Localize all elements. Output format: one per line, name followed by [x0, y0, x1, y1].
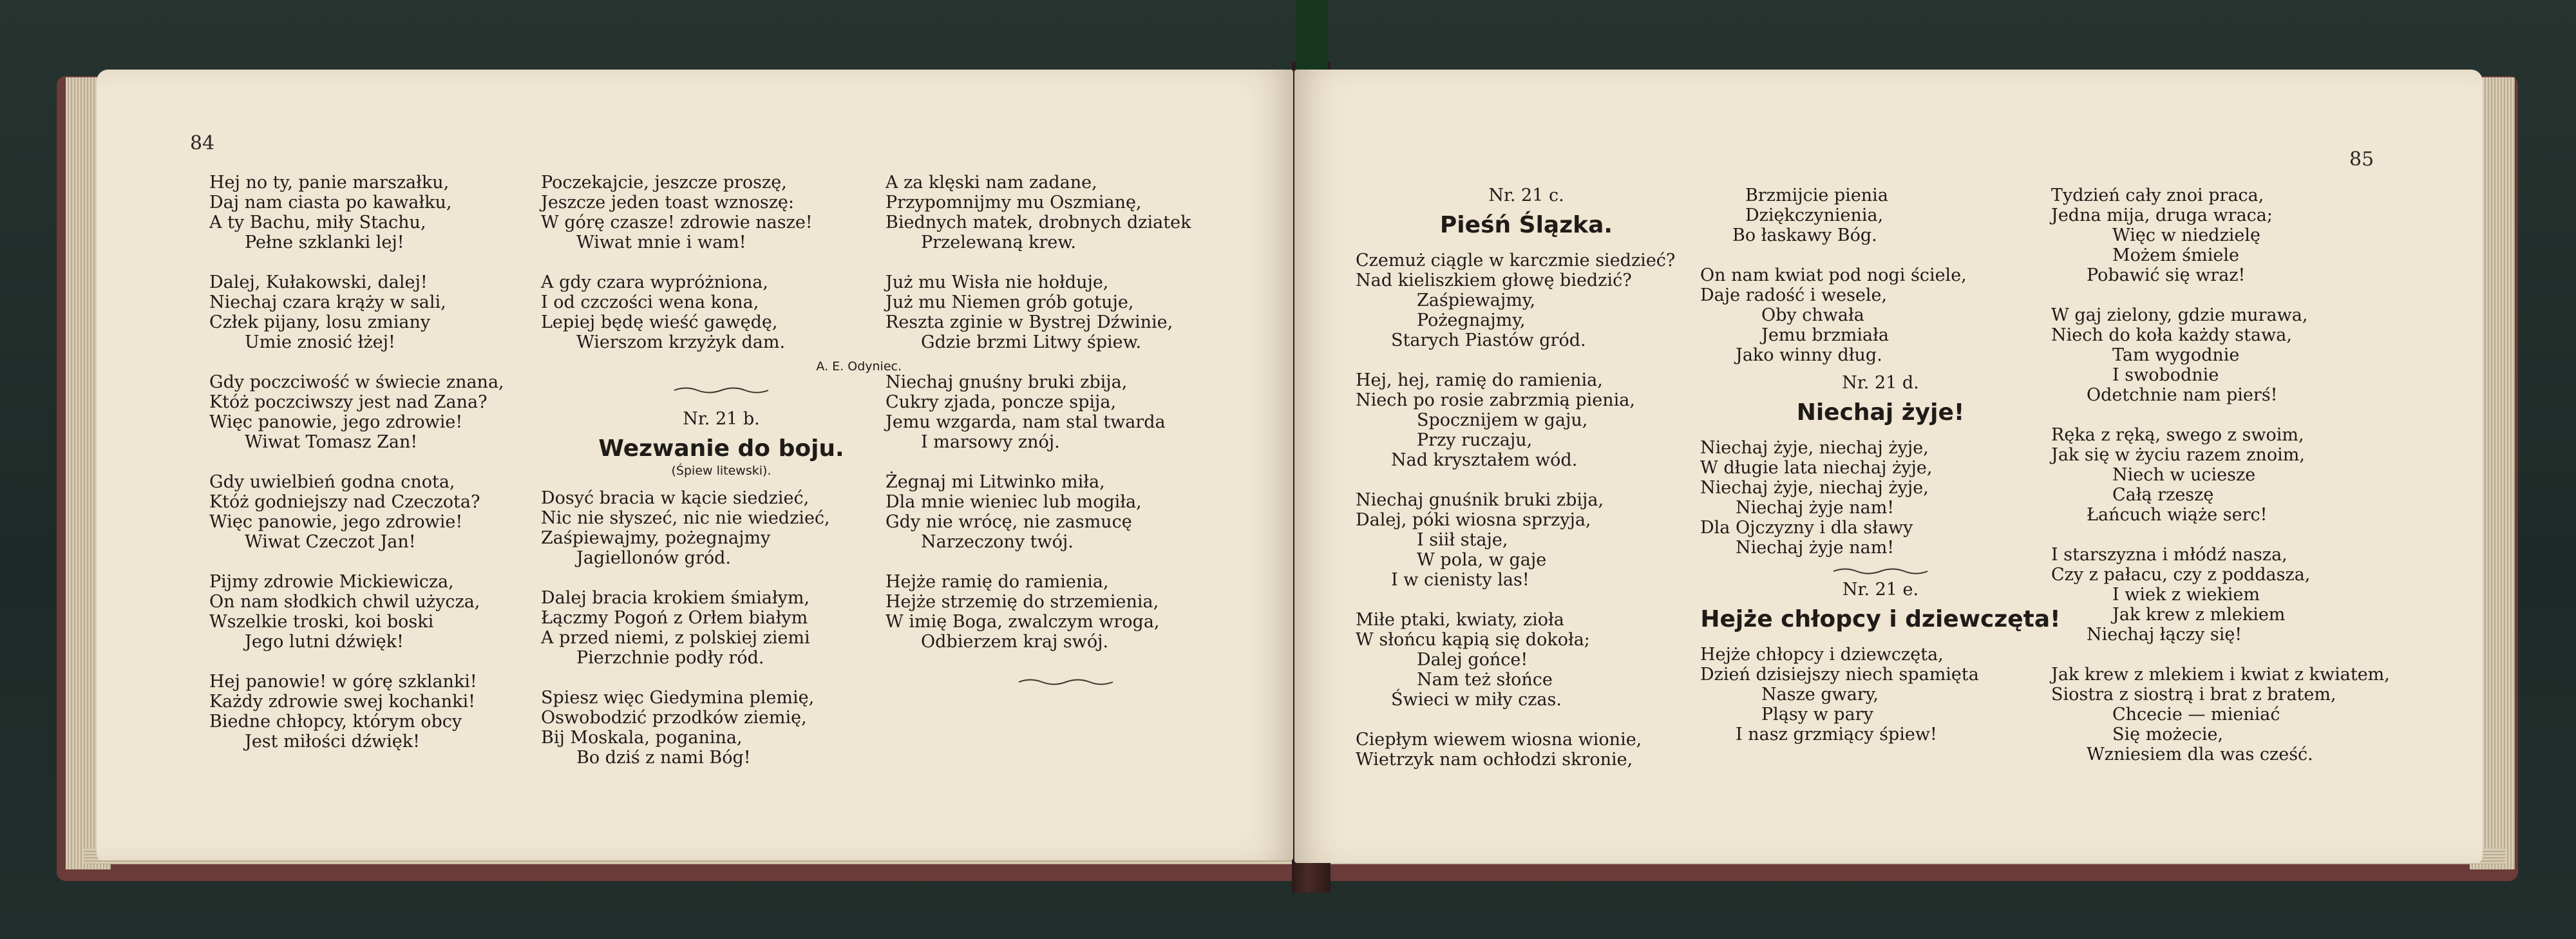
verse-line: Reszta zginie w Bystrej Dźwinie, — [886, 312, 1173, 332]
song-title-wezwanie: Wezwanie do boju. — [598, 435, 844, 462]
verse-line: Łączmy Pogoń z Orłem białym — [541, 608, 808, 628]
verse-line: Nad kryształem wód. — [1391, 450, 1578, 470]
verse-line: Niechaj łączy się! — [2087, 625, 2242, 645]
right-page — [1294, 70, 2483, 863]
right-page-column-3 — [2051, 185, 2425, 764]
verse-line: Jedna mija, druga wraca; — [2051, 205, 2273, 225]
verse-line: W imię Boga, zwalczym wroga, — [886, 612, 1160, 632]
verse-line: Spocznijem w gaju, — [1417, 410, 1588, 430]
left-page — [97, 70, 1293, 860]
verse-line: I starszyzna i młódź nasza, — [2051, 545, 2287, 565]
right-page-column-1 — [1356, 185, 1697, 770]
verse-line: Wiwat Czeczot Jan! — [245, 532, 416, 552]
verse-line: Jako winny dług. — [1736, 345, 1882, 365]
verse-line: Chcecie — mieniać — [2112, 705, 2280, 725]
verse-line: W słońcu kąpią się dokoła; — [1356, 630, 1590, 650]
verse-line: Więc panowie, jego zdrowie! — [209, 412, 463, 432]
verse-line: Dziękczynienia, — [1745, 205, 1884, 225]
verse-line: Zaśpiewajmy, — [1417, 290, 1536, 310]
verse-line: Hejże ramię do ramienia, — [886, 572, 1109, 592]
verse-line: Jak krew z mlekiem i kwiat z kwiatem, — [2051, 665, 2390, 685]
verse-line: Nasze gwary, — [1761, 685, 1879, 705]
verse-line: W długie lata niechaj żyje, — [1700, 458, 1933, 478]
verse-line: Pobawić się wraz! — [2087, 265, 2246, 285]
song-title-niechaj-zyje: Niechaj żyje! — [1796, 399, 1965, 426]
verse-line: Żegnaj mi Litwinko miła, — [886, 472, 1105, 492]
verse-line: Dalej bracia krokiem śmiałym, — [541, 588, 810, 608]
verse-line: I siił staje, — [1417, 530, 1508, 550]
verse-line: Miłe ptaki, kwiaty, zioła — [1356, 610, 1564, 630]
verse-line: Człek pijany, losu zmiany — [209, 312, 431, 332]
verse-line: Bo dziś z nami Bóg! — [576, 748, 751, 768]
song-number-21e: Nr. 21 e. — [1842, 580, 1919, 600]
verse-line: Biedne chłopcy, którym obcy — [209, 712, 462, 732]
verse-line: Hej panowie! w górę szklanki! — [209, 672, 477, 692]
verse-line: Już mu Wisła nie hołduje, — [886, 272, 1109, 292]
verse-line: Zaśpiewajmy, pożegnajmy — [541, 528, 771, 548]
verse-line: Gdy nie wrócę, nie zasmucę — [886, 512, 1132, 532]
verse-line: Każdy zdrowie swej kochanki! — [209, 692, 475, 712]
verse-line: Hej, hej, ramię do ramienia, — [1356, 370, 1603, 390]
verse-line: Gdy poczciwość w świecie znana, — [209, 372, 504, 392]
verse-line: Niechaj żyje, niechaj żyje, — [1700, 438, 1929, 458]
verse-line: Narzeczony twój. — [921, 532, 1074, 552]
verse-line: Dla mnie wieniec lub mogiła, — [886, 492, 1142, 512]
verse-line: Hej no ty, panie marszałku, — [209, 173, 450, 193]
verse-line: Jeszcze jeden toast wznoszę: — [541, 193, 795, 213]
verse-line: Jemu brzmiała — [1761, 325, 1889, 345]
verse-line: I w cienisty las! — [1391, 570, 1530, 590]
verse-line: Poczekajcie, jeszcze proszę, — [541, 173, 787, 193]
verse-line: W pola, w gaje — [1417, 550, 1547, 570]
verse-line: I od czczości wena kona, — [541, 292, 759, 312]
verse-line: Niechaj czara krąży w sali, — [209, 292, 446, 312]
verse-line: Biednych matek, drobnych dziatek — [886, 213, 1191, 232]
verse-line: Niechaj żyje nam! — [1736, 538, 1895, 558]
verse-line: Pierzchnie podły ród. — [576, 648, 764, 668]
verse-line: Ręka z ręką, swego z swoim, — [2051, 425, 2304, 445]
verse-line: Jemu wzgarda, nam stal twarda — [886, 412, 1166, 432]
verse-line: Przelewaną krew. — [921, 232, 1076, 252]
verse-line: Dalej, Kułakowski, dalej! — [209, 272, 428, 292]
verse-line: Bo łaskawy Bóg. — [1732, 225, 1877, 245]
verse-line: Pijmy zdrowie Mickiewicza, — [209, 572, 454, 592]
verse-line: Jagiellonów gród. — [576, 548, 731, 568]
left-page-column-2 — [541, 173, 902, 768]
verse-line: Bij Moskala, poganina, — [541, 728, 743, 748]
verse-line: Gdzie brzmi Litwy śpiew. — [921, 332, 1142, 352]
verse-line: Wiwat mnie i wam! — [576, 232, 746, 252]
verse-line: Niechaj żyje, niechaj żyje, — [1700, 478, 1929, 498]
verse-line: Daje radość i wesele, — [1700, 285, 1888, 305]
verse-line: A gdy czara wypróżniona, — [541, 272, 768, 292]
verse-line: I marsowy znój. — [921, 432, 1060, 452]
song-number-21b: Nr. 21 b. — [683, 409, 760, 429]
verse-line: Wietrzyk nam ochłodzi skronie, — [1356, 750, 1633, 770]
verse-line: Niechaj gnuśnik bruki zbija, — [1356, 490, 1604, 510]
verse-line: Odetchnie nam pierś! — [2087, 385, 2278, 405]
left-page-column-1 — [209, 173, 531, 752]
song-number-21c: Nr. 21 c. — [1488, 185, 1564, 205]
section-divider — [673, 386, 770, 395]
verse-line: W górę czasze! zdrowie nasze! — [541, 213, 813, 232]
verse-line: Się możecie, — [2112, 725, 2224, 745]
verse-line: Nad kieliszkiem głowę biedzić? — [1356, 270, 1632, 290]
verse-line: Przy ruczaju, — [1417, 430, 1533, 450]
verse-line: Daj nam ciasta po kawałku, — [209, 193, 452, 213]
verse-line: Dla Ojczyzny i dla sławy — [1700, 518, 1913, 538]
verse-line: Wierszom krzyżyk dam. — [576, 332, 786, 352]
verse-line: Hejże strzemię do strzemienia, — [886, 592, 1159, 612]
verse-line: Tydzień cały znoi praca, — [2051, 185, 2264, 205]
verse-line: Niech w uciesze — [2112, 465, 2256, 485]
verse-line: Przypomnijmy mu Oszmianę, — [886, 193, 1142, 213]
poem-author: A. E. Odyniec. — [816, 359, 902, 374]
verse-line: Któż godniejszy nad Czeczota? — [209, 492, 480, 512]
verse-line: Któż poczciwszy jest nad Zana? — [209, 392, 488, 412]
verse-line: Niechaj żyje nam! — [1736, 498, 1895, 518]
section-divider — [1832, 567, 1929, 576]
verse-line: Świeci w miły czas. — [1391, 690, 1562, 710]
verse-line: Starych Piastów gród. — [1391, 330, 1586, 350]
verse-line: Hejże chłopcy i dziewczęta, — [1700, 645, 1944, 665]
verse-line: Odbierzem kraj swój. — [921, 632, 1109, 652]
verse-line: Dosyć bracia w kącie siedzieć, — [541, 488, 810, 508]
verse-line: Pełne szklanki lej! — [245, 232, 404, 252]
song-title-piesn-slazka: Pieśń Ślązka. — [1439, 212, 1613, 238]
verse-line: A za klęski nam zadane, — [886, 173, 1097, 193]
verse-line: On nam słodkich chwil użycza, — [209, 592, 480, 612]
verse-line: Pożegnajmy, — [1417, 310, 1526, 330]
song-title-hejze-chlopcy: Hejże chłopcy i dziewczęta! — [1700, 606, 2061, 632]
verse-line: Więc panowie, jego zdrowie! — [209, 512, 463, 532]
song-subtitle: (Śpiew litewski). — [671, 464, 772, 478]
verse-line: Jak się w życiu razem znoim, — [2051, 445, 2305, 465]
verse-line: Oby chwała — [1761, 305, 1864, 325]
verse-line: Cukry zjada, poncze spija, — [886, 392, 1117, 412]
verse-line: Wzniesiem dla was cześć. — [2087, 745, 2313, 764]
verse-line: Więc w niedzielę — [2112, 225, 2261, 245]
song-number-21d: Nr. 21 d. — [1842, 373, 1919, 393]
verse-line: Dalej gońce! — [1417, 650, 1528, 670]
verse-line: Wszelkie troski, koi boski — [209, 612, 434, 632]
verse-line: Niech do koła każdy stawa, — [2051, 325, 2292, 345]
verse-line: Nic nie słyszeć, nic nie wiedzieć, — [541, 508, 830, 528]
verse-line: Jest miłości dźwięk! — [245, 732, 420, 752]
verse-line: Jego lutni dźwięk! — [245, 632, 404, 652]
verse-line: I swobodnie — [2112, 365, 2219, 385]
right-page-column-2 — [1700, 185, 2061, 745]
verse-line: Tam wygodnie — [2112, 345, 2240, 365]
verse-line: Spiesz więc Giedymina plemię, — [541, 688, 815, 708]
verse-line: Już mu Niemen grób gotuje, — [886, 292, 1134, 312]
verse-line: Oswobodzić przodków ziemię, — [541, 708, 807, 728]
end-divider — [1018, 678, 1114, 687]
verse-line: Dzień dzisiejszy niech spamięta — [1700, 665, 1979, 685]
page-number-left: 84 — [190, 132, 215, 155]
verse-line: I wiek z wiekiem — [2112, 585, 2260, 605]
verse-line: Czemuż ciągle w karczmie siedzieć? — [1356, 251, 1676, 270]
verse-line: A ty Bachu, miły Stachu, — [209, 213, 426, 232]
verse-line: Możem śmiele — [2112, 245, 2239, 265]
verse-line: Niech po rosie zabrzmią pienia, — [1356, 390, 1635, 410]
verse-line: Wiwat Tomasz Zan! — [245, 432, 418, 452]
verse-line: Umie znosić łżej! — [245, 332, 395, 352]
left-page-column-3 — [886, 173, 1246, 701]
verse-line: Dalej, póki wiosna sprzyja, — [1356, 510, 1591, 530]
verse-line: Ciepłym wiewem wiosna wionie, — [1356, 730, 1642, 750]
verse-line: On nam kwiat pod nogi ściele, — [1700, 265, 1967, 285]
verse-line: I nasz grzmiący śpiew! — [1736, 725, 1937, 745]
verse-line: Siostra z siostrą i brat z bratem, — [2051, 685, 2336, 705]
verse-line: Czy z pałacu, czy z poddasza, — [2051, 565, 2311, 585]
verse-line: Łańcuch wiąże serc! — [2087, 505, 2268, 525]
verse-line: Brzmijcie pienia — [1745, 185, 1888, 205]
verse-line: Pląsy w pary — [1761, 705, 1873, 725]
page-number-right: 85 — [2349, 148, 2374, 171]
verse-line: Nam też słońce — [1417, 670, 1553, 690]
verse-line: Niechaj gnuśny bruki zbija, — [886, 372, 1128, 392]
verse-line: Gdy uwielbień godna cnota, — [209, 472, 455, 492]
verse-line: Lepiej będę wieść gawędę, — [541, 312, 778, 332]
verse-line: Całą rzeszę — [2112, 485, 2214, 505]
verse-line: Jak krew z mlekiem — [2112, 605, 2286, 625]
verse-line: W gaj zielony, gdzie murawa, — [2051, 305, 2308, 325]
verse-line: A przed niemi, z polskiej ziemi — [541, 628, 810, 648]
